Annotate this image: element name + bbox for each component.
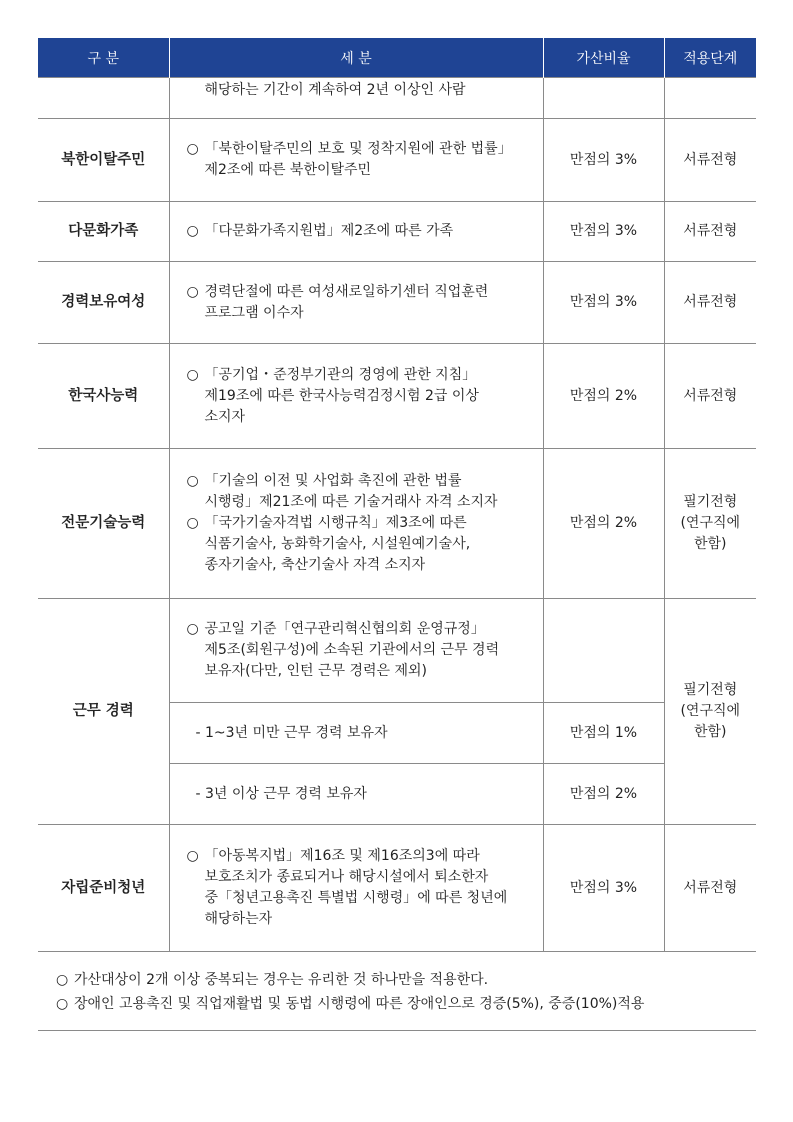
table-row	[38, 202, 756, 262]
stage-cell	[664, 599, 756, 825]
circle-bullet-icon: ○	[186, 621, 199, 637]
table-header	[38, 38, 756, 78]
detail-cell	[169, 202, 543, 262]
circle-bullet-icon: ○	[186, 141, 199, 157]
detail-line: 해당하는 기간이 계속하여 2년 이상인 사람	[204, 82, 466, 98]
circle-bullet-icon: ○	[186, 473, 199, 489]
detail-cell	[169, 825, 543, 952]
detail-line: 「공기업・준정부기관의 경영에 관한 지침」	[204, 366, 477, 383]
category-cell: 한국사능력	[38, 344, 169, 449]
rate-cell: 만점의 2%	[543, 764, 664, 825]
detail-cell	[169, 344, 543, 449]
rate-cell: 만점의 3%	[543, 119, 664, 202]
detail-line: 중「청년고용촉진 특별법 시행령」에 따른 청년에	[204, 890, 508, 906]
detail-cell	[169, 449, 543, 599]
stage-line: (연구직에	[680, 703, 741, 719]
category-cell: 다문화가족	[38, 202, 169, 262]
notes-box	[38, 952, 756, 1031]
detail-line: 제2조에 따른 북한이탈주민	[204, 162, 372, 178]
detail-cell	[169, 599, 543, 703]
detail-cell	[169, 262, 543, 344]
header-category: 구 분	[38, 38, 169, 78]
detail-line: 소지자	[204, 408, 246, 425]
table-row	[38, 344, 756, 449]
circle-bullet-icon: ○	[186, 366, 199, 383]
circle-bullet-icon: ○	[186, 848, 199, 864]
header-detail: 세 분	[169, 38, 543, 78]
detail-line: 식품기술사, 농화학기술사, 시설원예기술사,	[204, 536, 471, 552]
detail-line: 종자기술사, 축산기술사 자격 소지자	[204, 557, 426, 573]
stage-cell: 서류전형	[664, 825, 756, 952]
header-stage: 적용단계	[664, 38, 756, 78]
rate-cell	[543, 78, 664, 119]
category-cell: 근무 경력	[38, 599, 169, 825]
table-row	[38, 78, 756, 119]
category-cell: 경력보유여성	[38, 262, 169, 344]
note-item	[56, 992, 756, 1016]
category-cell: 북한이탈주민	[38, 119, 169, 202]
stage-cell: 서류전형	[664, 202, 756, 262]
rate-cell: 만점의 3%	[543, 202, 664, 262]
circle-bullet-icon: ○	[186, 283, 199, 300]
rate-cell	[543, 599, 664, 703]
detail-line: 해당하는자	[204, 911, 273, 927]
rate-cell: 만점의 3%	[543, 825, 664, 952]
circle-bullet-icon: ○	[186, 223, 199, 239]
note-text: 가산대상이 2개 이상 중복되는 경우는 유리한 것 하나만을 적용한다.	[74, 972, 489, 988]
table-row	[38, 449, 756, 599]
note-item	[56, 968, 756, 992]
detail-line: 「북한이탈주민의 보호 및 정착지원에 관한 법률」	[204, 141, 512, 157]
stage-line: 한함)	[693, 536, 727, 552]
table-row	[38, 825, 756, 952]
stage-line: (연구직에	[680, 515, 741, 531]
stage-cell	[664, 78, 756, 119]
detail-line: 시행령」제21조에 따른 기술거래사 자격 소지자	[204, 494, 498, 510]
stage-cell: 서류전형	[664, 344, 756, 449]
category-cell: 전문기술능력	[38, 449, 169, 599]
detail-cell	[169, 78, 543, 119]
rate-cell: 만점의 2%	[543, 449, 664, 599]
table-row	[38, 119, 756, 202]
circle-bullet-icon: ○	[186, 515, 199, 531]
detail-line: 「아동복지법」제16조 및 제16조의3에 따라	[204, 848, 480, 864]
detail-line: 「기술의 이전 및 사업화 촉진에 관한 법률	[204, 473, 462, 489]
stage-cell	[664, 449, 756, 599]
bonus-points-table	[38, 38, 756, 1031]
rate-cell: 만점의 1%	[543, 703, 664, 764]
detail-line: 제5조(회원구성)에 소속된 기관에서의 근무 경력	[204, 642, 500, 658]
stage-line: 필기전형	[683, 682, 738, 698]
detail-cell	[169, 119, 543, 202]
detail-cell: - 1~3년 미만 근무 경력 보유자	[169, 703, 543, 764]
header-rate: 가산비율	[543, 38, 664, 78]
detail-line: 보호조치가 종료되거나 해당시설에서 퇴소한자	[204, 869, 489, 885]
detail-line: 「국가기술자격법 시행규칙」제3조에 따른	[204, 515, 467, 531]
stage-cell: 서류전형	[664, 262, 756, 344]
category-cell: 자립준비청년	[38, 825, 169, 952]
category-cell	[38, 78, 169, 119]
detail-line: 「다문화가족지원법」제2조에 따른 가족	[204, 223, 454, 239]
stage-line: 필기전형	[683, 494, 738, 510]
circle-bullet-icon: ○	[56, 996, 69, 1012]
stage-cell: 서류전형	[664, 119, 756, 202]
detail-line: 제19조에 따른 한국사능력검정시험 2급 이상	[204, 387, 479, 404]
stage-line: 한함)	[693, 724, 727, 740]
detail-cell: - 3년 이상 근무 경력 보유자	[169, 764, 543, 825]
detail-line: 보유자(다만, 인턴 근무 경력은 제외)	[204, 663, 428, 679]
table-row	[38, 599, 756, 703]
detail-line: 프로그램 이수자	[204, 304, 304, 321]
detail-line: 경력단절에 따른 여성새로일하기센터 직업훈련	[204, 283, 489, 300]
rate-cell: 만점의 2%	[543, 344, 664, 449]
rate-cell: 만점의 3%	[543, 262, 664, 344]
circle-bullet-icon: ○	[56, 972, 69, 988]
detail-line: 공고일 기준「연구관리혁신협의회 운영규정」	[204, 621, 485, 637]
note-text: 장애인 고용촉진 및 직업재활법 및 동법 시행령에 따른 장애인으로 경증(5%), 중증(10%)적용	[74, 996, 645, 1012]
table-row	[38, 262, 756, 344]
